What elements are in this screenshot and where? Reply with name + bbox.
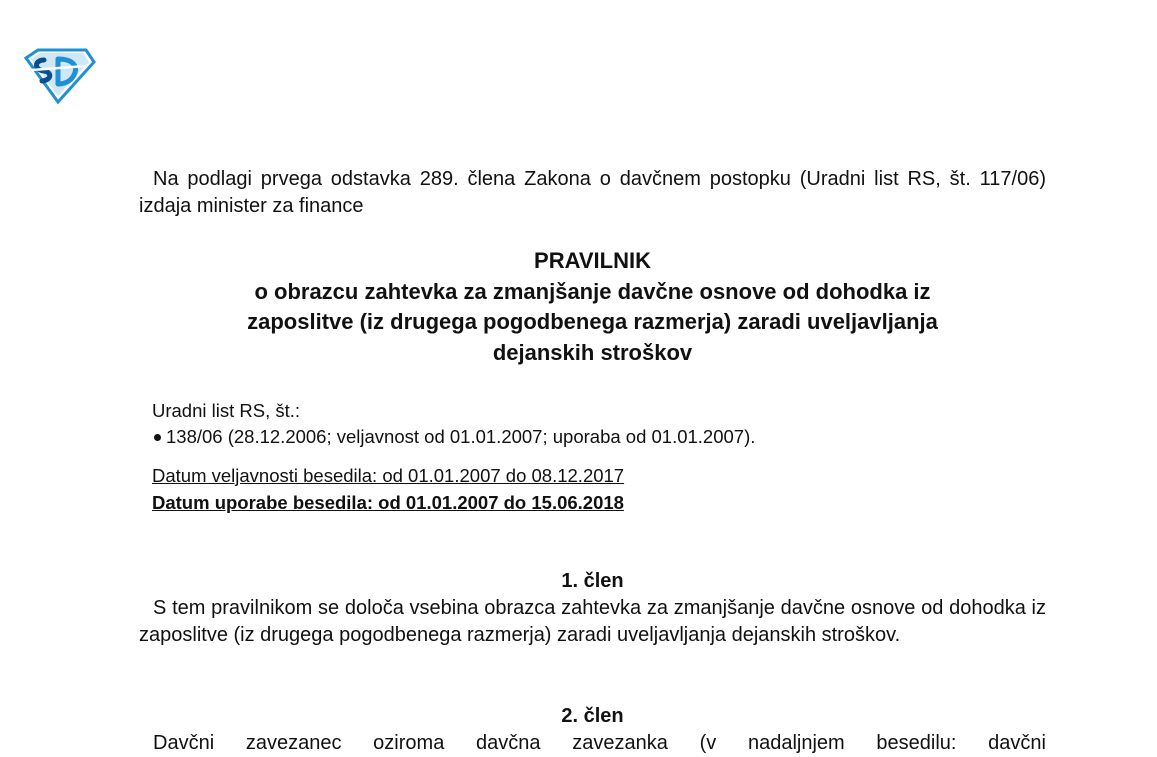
- article-text: Davčni zavezanec oziroma davčna zavezanka (v nadaljnjem besedilu: davčni: [153, 732, 1046, 754]
- article-heading: 2. člen: [561, 705, 624, 727]
- text-dates: [152, 462, 624, 516]
- article-2: [139, 703, 1046, 757]
- title-main: PRAVILNIK: [534, 248, 651, 273]
- title-subtitle-line: o obrazcu zahtevka za zmanjšanje davčne osnove od dohodka iz: [254, 278, 931, 304]
- gazette-label: Uradni list RS, št.:: [152, 400, 301, 421]
- title-subtitle-line: dejanskih stroškov: [492, 339, 693, 365]
- gazette-info: [152, 398, 1032, 450]
- gazette-entry: 138/06 (28.12.2006; veljavnost od 01.01.2007; uporaba od 01.01.2007).: [152, 424, 1032, 450]
- gazette-list: [152, 424, 1032, 450]
- validity-date: Datum veljavnosti besedila: od 01.01.2007 do 08.12.2017: [152, 465, 625, 486]
- title-subtitle-line: zaposlitve (iz drugega pogodbenega razmerja) zaradi uveljavljanja: [247, 309, 938, 334]
- document-title: [139, 246, 1046, 368]
- article-heading: 1. člen: [561, 570, 624, 592]
- article-1: [139, 568, 1046, 649]
- intro-paragraph: Na podlagi prvega odstavka 289. člena Zakona o davčnem postopku (Uradni list RS, št. 117/06) izdaja minister za finance: [139, 168, 1046, 217]
- article-text: S tem pravilnikom se določa vsebina obrazca zahtevka za zmanjšanje davčne osnove od dohodka iz zaposlitve (iz drugega pogodbenega razmerja) zaradi uveljavljanja dejanskih stroškov.: [139, 597, 1046, 646]
- application-date: Datum uporabe besedila: od 01.01.2007 do 15.06.2018: [152, 492, 624, 513]
- publisher-logo-icon: [22, 48, 96, 104]
